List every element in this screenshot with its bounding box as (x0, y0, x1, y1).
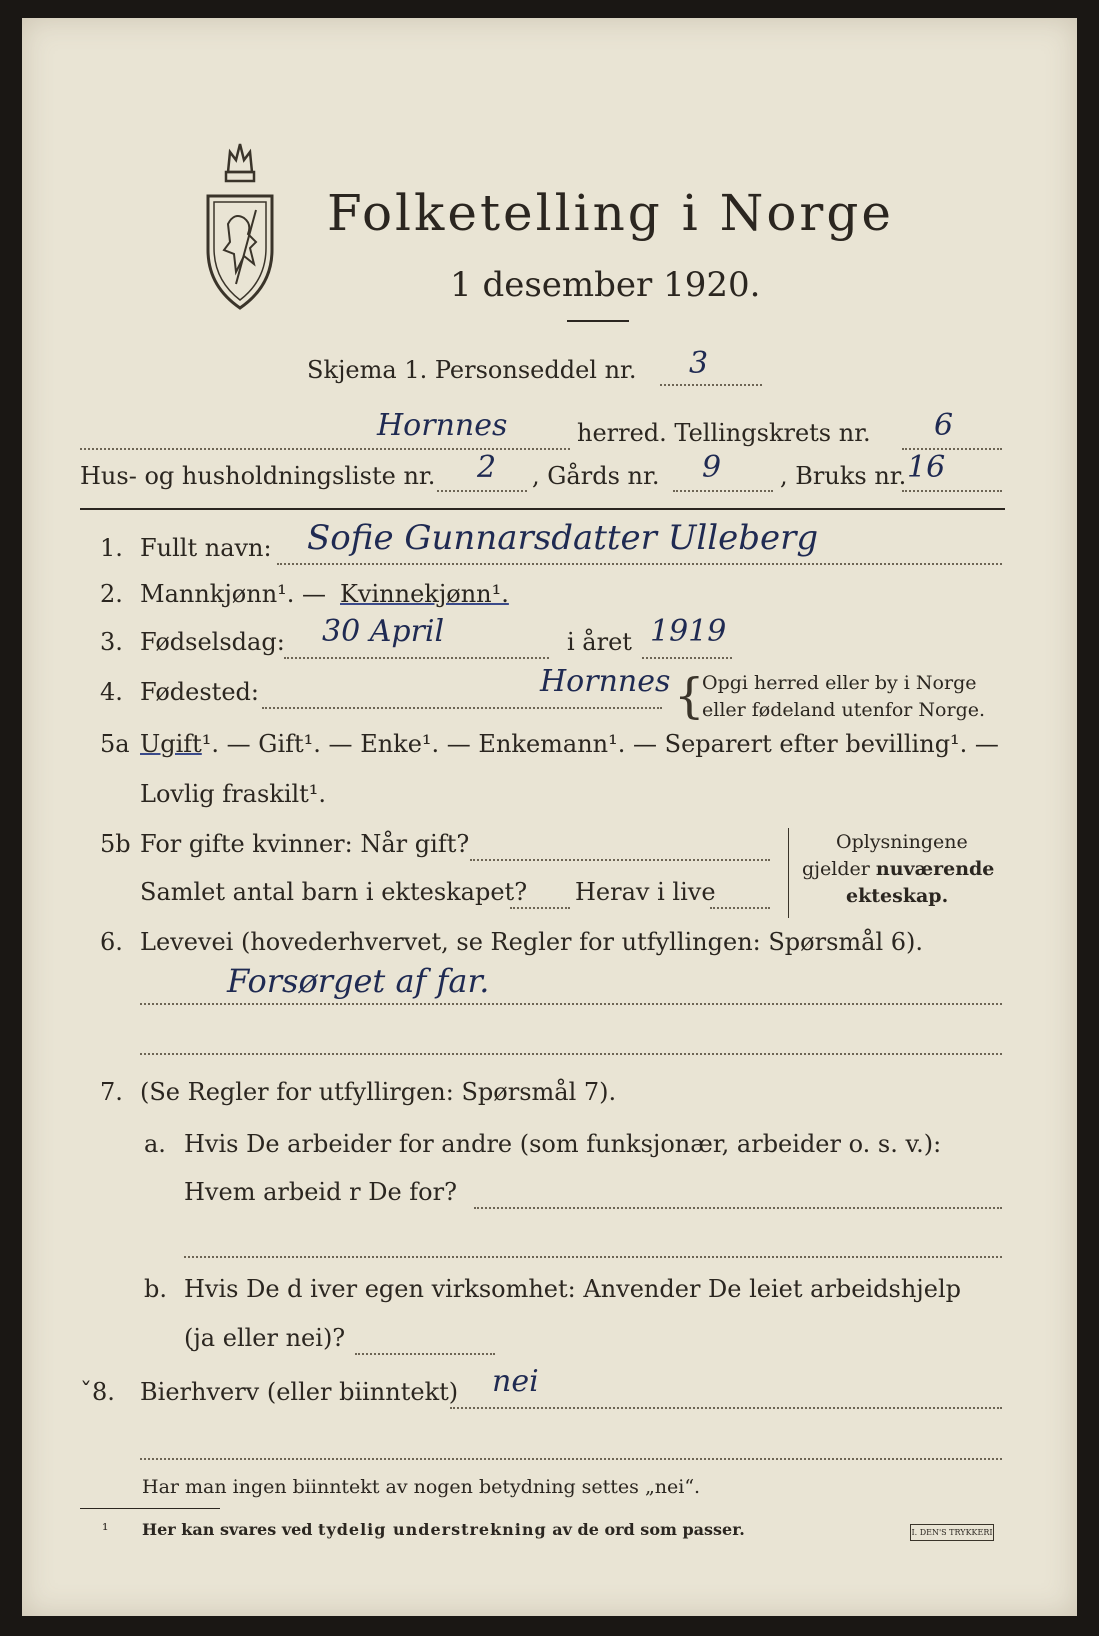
q5b-alive-label: Herav i live (575, 878, 716, 906)
side-income: nei (492, 1364, 539, 1399)
q4-note-2: eller fødeland utenfor Norge. (702, 699, 986, 721)
q7b-letter: b. (144, 1275, 167, 1303)
census-date: 1 desember 1920. (450, 265, 761, 305)
q5a-other-options: ¹. — Gift¹. — Enke¹. — Enkemann¹. — Separert efter bevilling¹. — (201, 730, 999, 758)
herred-line (80, 448, 570, 450)
q6-line-1 (140, 1003, 1002, 1005)
q5a-ugift-option: Ugift (140, 730, 202, 758)
q3-day-line (284, 657, 549, 659)
q3-year-label: i året (567, 628, 632, 656)
q4-number: 4. (100, 678, 123, 706)
q4-label: Fødested: (140, 678, 259, 706)
q7a-letter: a. (144, 1130, 166, 1158)
coat-of-arms-icon (200, 138, 280, 313)
bruks-label: , Bruks nr. (780, 462, 907, 490)
q7a-line-2: Hvem arbeid r De for? (184, 1178, 457, 1206)
q3-year-line (642, 657, 732, 659)
q7b-line-2: (ja eller nei)? (184, 1324, 346, 1352)
q6-number: 6. (100, 928, 123, 956)
husliste-label: Hus- og husholdningsliste nr. (80, 462, 436, 490)
footnote-rule (80, 1508, 220, 1509)
gards-label: , Gårds nr. (532, 462, 660, 490)
printer-stamp: I. DEN'S TRYKKERI (910, 1524, 994, 1541)
bruks-nr: 16 (907, 450, 946, 485)
personseddel-nr: 3 (689, 346, 709, 381)
q4-line (262, 707, 662, 709)
q5b-children-line (510, 907, 570, 909)
q5a-line-2: Lovlig fraskilt¹. (140, 780, 327, 808)
q7b-line-1: Hvis De d iver egen virksomhet: Anvender De leiet arbeidshjelp (184, 1275, 961, 1303)
title-divider (567, 320, 629, 322)
q2-male-option: Mannkjønn¹. — (140, 580, 327, 608)
gards-nr: 9 (702, 450, 722, 485)
q3-label: Fødselsdag: (140, 628, 285, 656)
q5b-note-3: ekteskap. (846, 885, 949, 907)
q1-number: 1. (100, 534, 123, 562)
q5b-bracket (788, 828, 789, 918)
q1-line (277, 563, 1002, 565)
q5b-married-line (470, 859, 770, 861)
form-title: Folketelling i Norge (327, 184, 894, 242)
q7a-extra-line (184, 1256, 1002, 1258)
q4-brace: { (674, 668, 705, 724)
gards-line (673, 490, 773, 492)
footnote-text: Her kan svares ved tydelig understrekning av de ord som passer. (142, 1520, 745, 1539)
q5a-number: 5a (100, 730, 130, 758)
census-form (22, 18, 1077, 1616)
q5b-children-label: Samlet antal barn i ekteskapet? (140, 878, 528, 906)
q2-number: 2. (100, 580, 123, 608)
herred-name: Hornnes (377, 408, 508, 443)
q5b-line-1: For gifte kvinner: Når gift? (140, 830, 470, 858)
header-rule (80, 508, 1005, 510)
q3-number: 3. (100, 628, 123, 656)
footnote-mark: ¹ (102, 1520, 109, 1539)
birth-place: Hornnes (540, 664, 671, 699)
q7-number: 7. (100, 1078, 123, 1106)
husliste-line (437, 490, 527, 492)
schema-label: Skjema 1. Personseddel nr. (307, 356, 637, 384)
footer-note: Har man ingen biinntekt av nogen betydning settes „nei“. (142, 1476, 701, 1498)
q7b-line (355, 1353, 495, 1355)
q8-extra-line (140, 1458, 1002, 1460)
q2-female-option: Kvinnekjønn¹. (340, 580, 509, 608)
occupation: Forsørget af far. (227, 962, 490, 1000)
husliste-nr: 2 (477, 450, 497, 485)
q7-label: (Se Regler for utfyllirgen: Spørsmål 7). (140, 1078, 617, 1106)
q5b-alive-line (710, 907, 770, 909)
q5b-number: 5b (100, 830, 131, 858)
personseddel-line (660, 384, 762, 386)
herred-label: herred. Tellingskrets nr. (577, 419, 871, 447)
q5a-options (140, 730, 999, 758)
tellingskrets-nr: 6 (934, 408, 954, 443)
q8-number: ˇ8. (80, 1378, 115, 1406)
q5b-note-1: Oplysningene (836, 831, 968, 853)
q8-line (450, 1407, 1002, 1409)
birth-year: 1919 (650, 614, 727, 649)
q8-label: Bierhverv (eller biinntekt) (140, 1378, 459, 1406)
q6-line-2 (140, 1053, 1002, 1055)
q7a-line-1: Hvis De arbeider for andre (som funksjonær, arbeider o. s. v.): (184, 1130, 942, 1158)
q1-label: Fullt navn: (140, 534, 272, 562)
q7a-line (474, 1207, 1002, 1209)
q5b-note-2: gjelder nuværende (802, 858, 995, 880)
birth-day: 30 April (322, 614, 445, 649)
full-name: Sofie Gunnarsdatter Ulleberg (307, 518, 819, 558)
bruks-line (902, 490, 1002, 492)
q6-label: Levevei (hovederhvervet, se Regler for utfyllingen: Spørsmål 6). (140, 928, 924, 956)
q4-note-1: Opgi herred eller by i Norge (702, 672, 977, 694)
